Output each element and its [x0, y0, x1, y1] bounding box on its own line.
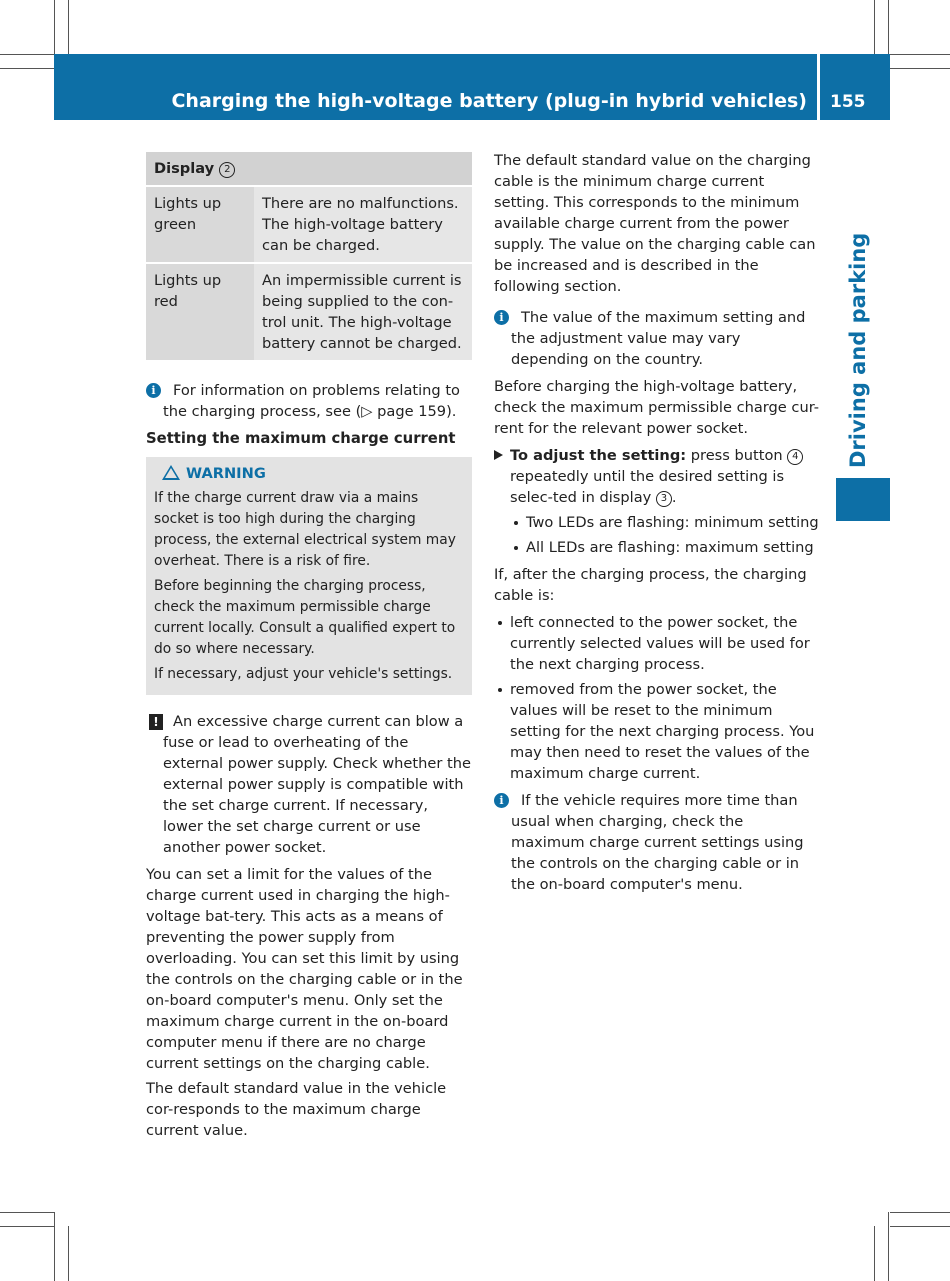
crop-mark	[68, 1226, 69, 1281]
warning-text: If the charge current draw via a mains socket is too high during the charging process, the external electrical system may overheat. There is a risk of fire.	[154, 490, 456, 569]
crop-mark	[890, 68, 950, 69]
subheading: Setting the maximum charge current	[146, 430, 456, 447]
warning-triangle-icon: !	[162, 465, 180, 480]
caution-note	[146, 711, 472, 858]
warning-box	[146, 457, 472, 695]
row-label: Lights up red	[146, 263, 254, 361]
body-paragraph: Before charging the high-voltage battery, check the maximum permissible charge cur-rent for the relevant power socket.	[494, 378, 820, 437]
crop-mark	[54, 0, 55, 54]
body-paragraph: The default standard value in the vehicle cor-responds to the maximum charge current value.	[146, 1080, 447, 1139]
display-marker: 2	[219, 162, 235, 178]
row-text: An impermissible current is being supplied to the con-trol unit. The high-voltage battery cannot be charged.	[254, 263, 472, 361]
info-icon: i	[494, 310, 509, 325]
section-tab	[836, 478, 890, 521]
info-note	[494, 307, 820, 370]
list-item: All LEDs are flashing: maximum setting	[510, 537, 820, 558]
display-table-heading-empty	[254, 152, 472, 186]
warning-heading	[154, 463, 464, 484]
warning-text: If necessary, adjust your vehicle's settings.	[154, 666, 453, 682]
crop-mark	[874, 0, 875, 54]
info-note-text: For information on problems relating to the charging process, see (▷ page 159).	[163, 382, 460, 420]
crop-mark	[0, 1226, 54, 1227]
display-table-heading	[146, 152, 254, 186]
led-list	[494, 512, 820, 558]
page-number-box	[820, 54, 890, 120]
button-marker: 4	[787, 449, 803, 465]
row-text: There are no malfunctions. The high-voltage battery can be charged.	[254, 186, 472, 263]
crop-mark	[888, 0, 889, 54]
left-column	[146, 152, 472, 1145]
action-label: To adjust the setting:	[510, 447, 687, 464]
info-note	[494, 790, 820, 895]
info-note	[146, 380, 472, 422]
row-label: Lights up green	[146, 186, 254, 263]
display-table	[146, 152, 472, 362]
warning-text: Before beginning the charging process, check the maximum permissible charge current locally. Consult a qualified expert to do so where necessary.	[154, 578, 456, 657]
crop-mark	[890, 1212, 950, 1213]
display-heading-text: Display	[154, 160, 215, 177]
body-paragraph: You can set a limit for the values of the charge current used in charging the high-voltage bat-tery. This acts as a means of preventing the power supply from overloading. You can set this limit by using the controls on the charging cable or in the on-board computer's menu. Only set the maximum charge current in the on-board computer menu if there are no charge current settings on the charging cable.	[146, 866, 463, 1072]
header-bar	[54, 54, 817, 120]
arrow-right-icon	[494, 450, 503, 460]
page-title: Charging the high-voltage battery (plug-in hybrid vehicles)	[171, 90, 807, 112]
body-paragraph: The default standard value on the charging cable is the minimum charge current setting. This corresponds to the minimum available charge current from the power supply. The value on the charging cable can be increased and is described in the following section.	[494, 152, 816, 295]
crop-mark	[0, 54, 54, 55]
caution-text: An excessive charge current can blow a fuse or lead to overheating of the external power supply. Check whether the external power supply is compatible with the set charge current. If necessary, lower the set charge current or use another power socket.	[163, 713, 471, 856]
table-row	[146, 186, 472, 263]
display-marker: 3	[656, 491, 672, 507]
info-note-text: The value of the maximum setting and the adjustment value may vary depending on the country.	[511, 309, 806, 368]
crop-mark	[890, 54, 950, 55]
section-label: Driving and parking	[846, 232, 870, 468]
right-column	[494, 150, 820, 901]
action-text: press button	[686, 447, 788, 464]
list-item: Two LEDs are flashing: minimum setting	[510, 512, 820, 533]
info-icon: i	[146, 383, 161, 398]
action-text: .	[671, 489, 677, 506]
cable-list	[494, 612, 820, 784]
crop-mark	[874, 1226, 875, 1281]
crop-mark	[888, 1212, 889, 1281]
info-note-text: If the vehicle requires more time than usual when charging, check the maximum charge current settings using the controls on the charging cable or in the on-board computer's menu.	[511, 792, 804, 893]
exclamation-icon: !	[149, 714, 163, 730]
body-paragraph: If, after the charging process, the charging cable is:	[494, 566, 807, 604]
page-number: 155	[830, 92, 866, 112]
crop-mark	[890, 1226, 950, 1227]
action-text: repeatedly until the desired setting is selec-ted in display	[510, 468, 785, 506]
crop-mark	[0, 68, 54, 69]
table-row	[146, 263, 472, 361]
list-item: removed from the power socket, the values will be reset to the minimum setting for the next charging process. You may then need to reset the values of the maximum charge current.	[494, 679, 820, 784]
info-icon: i	[494, 793, 509, 808]
warning-label: WARNING	[186, 465, 266, 482]
list-item: left connected to the power socket, the currently selected values will be used for the next charging process.	[494, 612, 820, 675]
crop-mark	[54, 1212, 55, 1281]
action-step	[494, 445, 820, 508]
crop-mark	[0, 1212, 54, 1213]
crop-mark	[68, 0, 69, 54]
